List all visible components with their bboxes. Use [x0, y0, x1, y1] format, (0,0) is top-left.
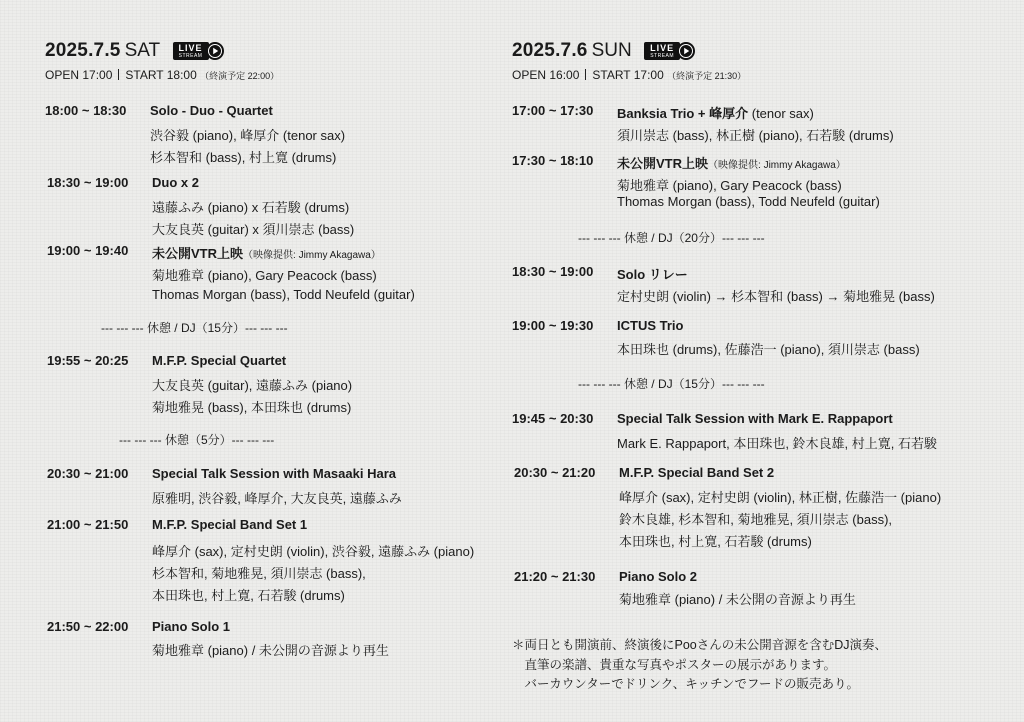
slot-time: 19:00 ~ 19:40	[47, 243, 129, 258]
slot-title-text: 未公開VTR上映	[152, 246, 244, 261]
live-stream-badge	[644, 42, 696, 60]
slot-time: 17:00 ~ 17:30	[512, 103, 594, 118]
slot-time: 19:45 ~ 20:30	[512, 411, 594, 426]
performer-line: 大友良英 (guitar), 遠藤ふみ (piano)	[152, 378, 353, 393]
open-time: OPEN 17:00	[45, 68, 113, 82]
slot-title: ICTUS Trio	[617, 318, 684, 333]
slot-title: M.F.P. Special Band Set 1	[152, 517, 308, 532]
slot-time: 19:55 ~ 20:25	[47, 353, 129, 368]
performer-line: 渋谷毅 (piano), 峰厚介 (tenor sax)	[150, 128, 346, 143]
open-start-times	[512, 68, 746, 82]
slot-time: 19:00 ~ 19:30	[512, 318, 594, 333]
performer-line: 菊地雅晃 (bass), 本田珠也 (drums)	[152, 400, 352, 415]
performer-line: 峰厚介 (sax), 定村史朗 (violin), 渋谷毅, 遠藤ふみ (piano)	[152, 544, 475, 559]
slot-title	[152, 243, 381, 262]
footnote-line: バーカウンターでドリンク、キッチンでフードの販売あり。	[512, 677, 860, 691]
break-divider: --- --- --- 休憩 / DJ（15分）--- --- ---	[101, 321, 288, 335]
footnote-line: ＊両日とも開演前、終演後にPooさんの未公開音源を含むDJ演奏、	[512, 638, 888, 652]
performer-line: 杉本智和 (bass), 村上寛 (drums)	[150, 150, 337, 165]
performer-line: 菊地雅章 (piano), Gary Peacock (bass)	[617, 178, 842, 193]
performer-line: Mark E. Rappaport, 本田珠也, 鈴木良雄, 村上寛, 石若駿	[617, 436, 937, 451]
performer-line: 本田珠也, 村上寛, 石若駿 (drums)	[152, 588, 345, 603]
performer-line: 遠藤ふみ (piano) x 石若駿 (drums)	[152, 200, 350, 215]
slot-title	[617, 153, 846, 172]
end-note: （終演予定 21:30）	[667, 71, 747, 81]
break-divider: --- --- --- 休憩 / DJ（15分）--- --- ---	[578, 377, 765, 391]
footnote-line: 直筆の楽譜、貴重な写真やポスターの展示があります。	[512, 657, 837, 672]
performer-line: 菊地雅章 (piano) / 未公開の音源より再生	[619, 592, 856, 607]
live-label: LIVE	[650, 43, 675, 53]
slot-time: 21:00 ~ 21:50	[47, 517, 129, 532]
day-column-sat	[45, 0, 505, 722]
slot-title: Duo x 2	[152, 175, 199, 190]
slot-time: 18:30 ~ 19:00	[512, 264, 594, 279]
slot-title: Special Talk Session with Masaaki Hara	[152, 466, 396, 481]
slot-title: Special Talk Session with Mark E. Rappaport	[617, 411, 893, 426]
performer-line: 峰厚介 (sax), 定村史朗 (violin), 林正樹, 佐藤浩一 (piano)	[619, 490, 942, 505]
performer-line: 菊地雅章 (piano) / 未公開の音源より再生	[152, 643, 389, 658]
slot-title: Solo リレー	[617, 267, 688, 282]
performer-line: 鈴木良雄, 杉本智和, 菊地雅晃, 須川崇志 (bass),	[619, 512, 893, 527]
start-time: START 18:00	[125, 68, 197, 82]
footnote	[512, 636, 887, 695]
performer-line: 原雅明, 渋谷毅, 峰厚介, 大友良英, 遠藤ふみ	[152, 491, 402, 506]
divider	[118, 69, 119, 80]
performer-line: Thomas Morgan (bass), Todd Neufeld (guitar)	[617, 194, 880, 209]
end-note: （終演予定 22:00）	[200, 71, 280, 81]
slot-title-suffix: (tenor sax)	[748, 106, 814, 121]
slot-title: Solo - Duo - Quartet	[150, 103, 273, 118]
day-of-week: SAT	[124, 40, 161, 61]
stream-label: STREAM	[178, 53, 203, 59]
open-start-times	[45, 68, 279, 82]
slot-title	[617, 103, 814, 122]
slot-note: （映像提供: Jimmy Akagawa）	[243, 250, 381, 261]
slot-title: Piano Solo 1	[152, 619, 231, 634]
slot-time: 18:00 ~ 18:30	[45, 103, 127, 118]
play-icon	[677, 42, 695, 60]
slot-title: M.F.P. Special Quartet	[152, 353, 287, 368]
performer-line: 須川崇志 (bass), 林正樹 (piano), 石若駿 (drums)	[617, 128, 894, 143]
performer-line: 本田珠也 (drums), 佐藤浩一 (piano), 須川崇志 (bass)	[617, 342, 920, 357]
performer-line: Thomas Morgan (bass), Todd Neufeld (guitar)	[152, 287, 415, 302]
slot-title-text: 未公開VTR上映	[617, 156, 709, 171]
performer-line: 大友良英 (guitar) x 須川崇志 (bass)	[152, 222, 355, 237]
open-time: OPEN 16:00	[512, 68, 580, 82]
day-header	[512, 40, 696, 62]
event-date: 2025.7.6	[512, 40, 588, 61]
live-stream-badge	[173, 42, 225, 60]
start-time: START 17:00	[592, 68, 664, 82]
slot-title: Piano Solo 2	[619, 569, 698, 584]
day-header	[45, 40, 225, 62]
day-of-week: SUN	[591, 40, 632, 61]
day-column-sun	[512, 0, 1012, 722]
break-divider: --- --- --- 休憩（5分）--- --- ---	[119, 433, 275, 447]
slot-note: （映像提供: Jimmy Akagawa）	[708, 160, 846, 171]
performer-line: 杉本智和, 菊地雅晃, 須川崇志 (bass),	[152, 566, 366, 581]
live-label: LIVE	[178, 43, 203, 53]
slot-time: 21:50 ~ 22:00	[47, 619, 129, 634]
performer-line: 菊地雅章 (piano), Gary Peacock (bass)	[152, 268, 377, 283]
event-date: 2025.7.5	[45, 40, 121, 61]
slot-time: 20:30 ~ 21:20	[514, 465, 596, 480]
break-divider: --- --- --- 休憩 / DJ（20分）--- --- ---	[578, 231, 765, 245]
slot-time: 18:30 ~ 19:00	[47, 175, 129, 190]
slot-time: 20:30 ~ 21:00	[47, 466, 129, 481]
divider	[585, 69, 586, 80]
slot-title: M.F.P. Special Band Set 2	[619, 465, 775, 480]
play-icon	[206, 42, 224, 60]
slot-title-text: Banksia Trio + 峰厚介	[617, 106, 749, 121]
slot-time: 17:30 ~ 18:10	[512, 153, 594, 168]
performer-line: 定村史朗 (violin) → 杉本智和 (bass) → 菊地雅晃 (bass)	[617, 289, 935, 304]
performer-line: 本田珠也, 村上寛, 石若駿 (drums)	[619, 534, 812, 549]
slot-time: 21:20 ~ 21:30	[514, 569, 596, 584]
stream-label: STREAM	[650, 53, 675, 59]
